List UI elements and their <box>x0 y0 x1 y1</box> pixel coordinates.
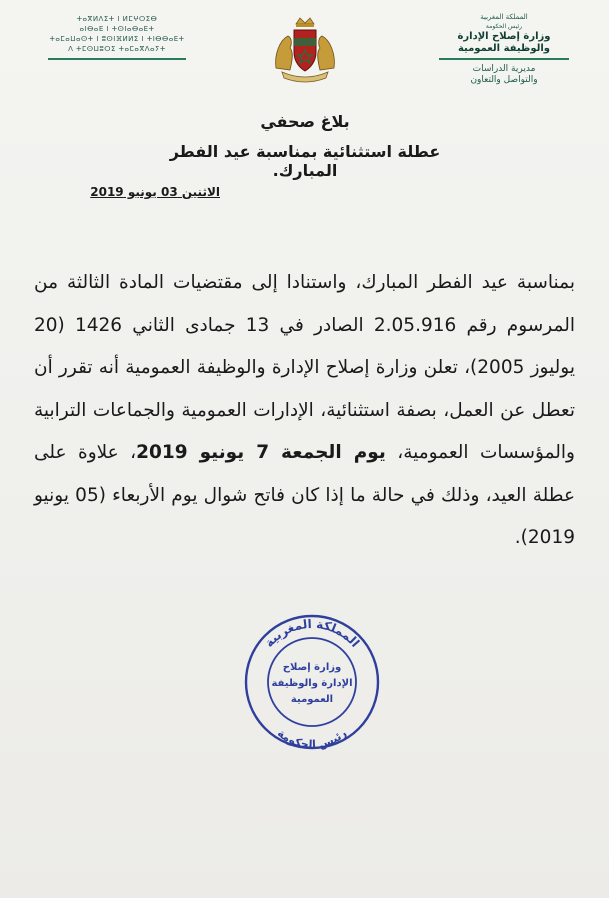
header-divider-left <box>48 58 186 60</box>
government-head-label: رئيس الحكومة <box>485 23 523 30</box>
body-text-part1: بمناسبة عيد الفطر المبارك، واستنادا إلى مقتضيات المادة الثالثة من المرسوم رقم 2.05.916 الصادر في 13 جمادى الثاني 1426 (20 يوليوز 2005)، تعلن وزارة إصلاح الإدارة والوظيفة العمومية أنه تقرر أن تعطل عن العمل، بصفة استثنائية، الإدارات العمومية والجماعات الترابية والمؤسسات العمومية، <box>34 272 575 463</box>
ministry-name-line2: والوظيفة العمومية <box>457 43 551 54</box>
tifinagh-line3: ⵜⴰⵎⴰⵡⴰⵙⵜ ⵏ ⵓⵙⵏⴼⵍⵍⵉ ⵏ ⵜⵏⴱⴱⴰⴹⵜ <box>49 35 185 43</box>
stamp-line1: وزارة إصلاح <box>282 662 342 673</box>
svg-text:المملكة المغربية <box>262 617 362 650</box>
document-date: الاثنين 03 يونيو 2019 <box>90 185 220 199</box>
stamp-bottom-text: رئيس الحكومة <box>274 726 350 752</box>
stamp-ring-text: المملكة المغربية <box>261 616 363 650</box>
document-title: بلاغ صحفي <box>260 112 350 131</box>
ministry-header-tifinagh <box>48 14 186 60</box>
document-subtitle: عطلة استثنائية بمناسبة عيد الفطر المبارك. <box>169 142 441 180</box>
directorate-line1: مديرية الدراسات <box>472 64 536 74</box>
directorate-line2: والتواصل والتعاون <box>470 75 538 85</box>
coat-of-arms-icon <box>270 14 340 84</box>
announcement-body <box>34 262 575 560</box>
header-divider-right <box>439 58 569 60</box>
official-stamp <box>238 608 386 756</box>
body-emphasis-date: يوم الجمعة 7 يونيو 2019 <box>136 442 386 463</box>
stamp-line3: العمومية <box>290 694 334 705</box>
ministry-header-arabic <box>439 12 569 86</box>
tifinagh-line2: ⴰⵏⴱⴰⴹ ⵏ ⵜⵙⵏⴰⴱⴰⴹⵜ <box>79 25 155 33</box>
ministry-name-line1: وزارة إصلاح الإدارة <box>457 31 551 42</box>
svg-text:رئيس الحكومة <box>275 727 349 752</box>
tifinagh-line4: ⴷ ⵜⵎⵙⵡⵓⵔⵉ ⵜⴰⵎⴰⴳⴷⴰⵢⵜ <box>68 45 166 53</box>
tifinagh-line1: ⵜⴰⴳⵍⴷⵉⵜ ⵏ ⵍⵎⵖⵔⵉⴱ <box>76 15 158 23</box>
kingdom-label: المملكة المغربية <box>480 13 528 21</box>
stamp-line2: الإدارة والوظيفة <box>271 678 353 689</box>
body-text-part2: ، علاوة على عطلة العيد، وذلك في حالة ما إذا كان فاتح شوال يوم الأربعاء (05 يونيو 2019). <box>34 442 575 548</box>
